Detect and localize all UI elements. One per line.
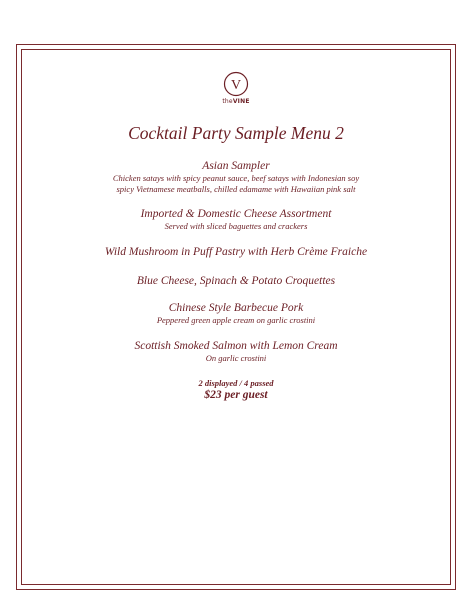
vine-logo-icon xyxy=(223,71,249,97)
service-note: 2 displayed / 4 passed xyxy=(198,378,274,388)
menu-item xyxy=(17,208,455,232)
price-per-guest: $23 per guest xyxy=(204,389,268,401)
menu-item-description: Chicken satays with spicy peanut sauce, beef satays with Indonesian soy xyxy=(112,173,360,183)
menu-item xyxy=(17,302,455,326)
menu-item-description: spicy Vietnamese meatballs, chilled edamame with Hawaiian pink salt xyxy=(116,184,356,194)
menu-item-name: Chinese Style Barbecue Pork xyxy=(168,302,304,314)
menu-item xyxy=(17,340,455,364)
menu-footer xyxy=(17,378,455,402)
menu-item-description: Served with sliced baguettes and crackers xyxy=(164,221,308,231)
menu-item-name: Wild Mushroom in Puff Pastry with Herb Crème Fraiche xyxy=(104,246,368,258)
menu-item xyxy=(17,246,455,259)
page-border-outer xyxy=(16,44,456,590)
brand-word-prefix: the xyxy=(222,98,233,105)
menu-item-name: Scottish Smoked Salmon with Lemon Cream xyxy=(134,340,338,352)
menu-item-name: Asian Sampler xyxy=(202,160,270,172)
menu-item-name: Imported & Domestic Cheese Assortment xyxy=(140,208,332,220)
menu-item-description: On garlic crostini xyxy=(205,353,267,363)
logo-letter: V xyxy=(230,78,242,93)
menu-content xyxy=(17,71,455,402)
brand-word-main: VINE xyxy=(232,98,250,105)
menu-item-name: Blue Cheese, Spinach & Potato Croquettes xyxy=(136,275,336,287)
menu-item xyxy=(17,275,455,288)
menu-title: Cocktail Party Sample Menu 2 xyxy=(128,123,344,143)
menu-item-description: Peppered green apple cream on garlic crostini xyxy=(156,315,316,325)
brand-wordmark xyxy=(17,98,455,106)
menu-item xyxy=(17,160,455,195)
